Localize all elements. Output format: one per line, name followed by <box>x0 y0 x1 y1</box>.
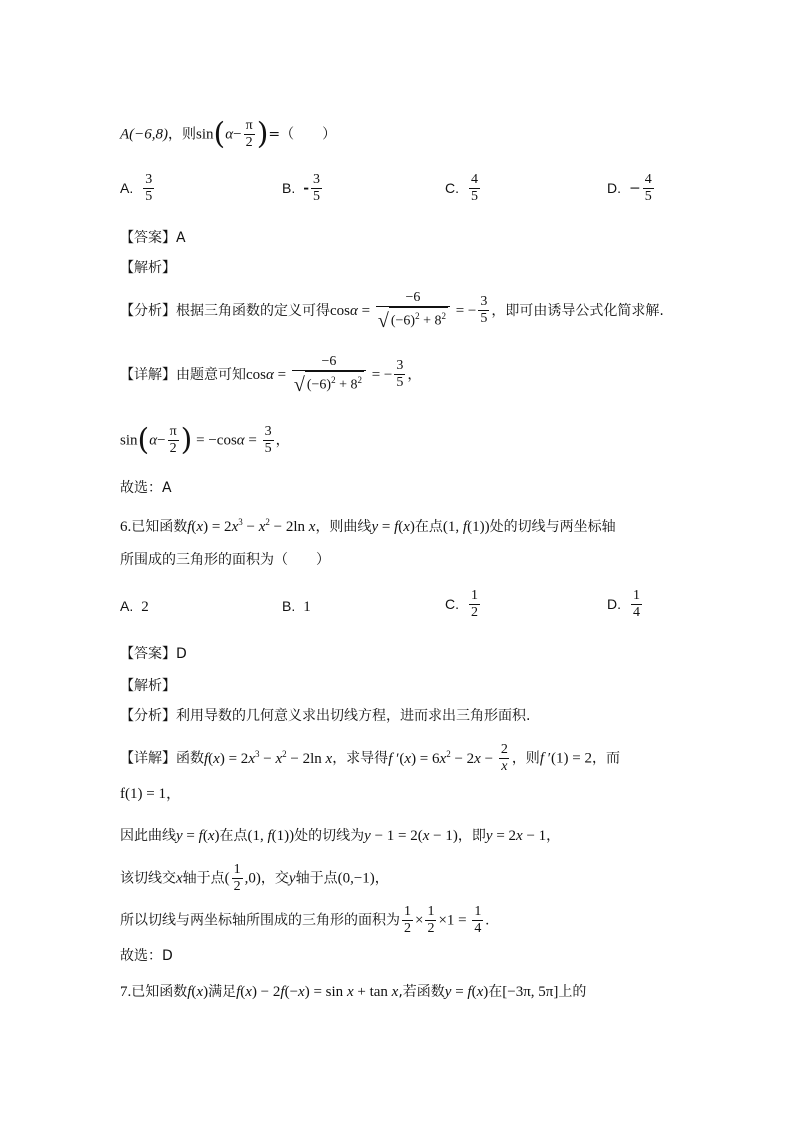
q7-stem-text: 已知函数 <box>131 984 188 1000</box>
q5-analysis-heading: 【解析】 <box>120 260 176 276</box>
intercept-text: ， <box>374 870 389 887</box>
q5-sin-equation: sin(α− $\frac{\pi}{2}$ ) = −cosα = $\frac{3}{5}$ ， <box>120 422 290 458</box>
q5-option-b[interactable] <box>282 172 324 205</box>
q5-option-c[interactable] <box>445 172 482 205</box>
intercept-text: 该切线交 <box>120 870 176 887</box>
q6-option-a[interactable] <box>120 596 149 617</box>
q7-stem-text: 上的 <box>558 984 587 1000</box>
q6-option-d[interactable] <box>607 588 644 621</box>
xiangjie-text: ，则 <box>511 750 540 767</box>
tangent-text: 因此曲线 <box>120 828 176 844</box>
q6-intercepts: 该切线交x轴于点( $\frac{1}{2}$ ,0)，交y轴于点(0,−1)， <box>120 862 389 894</box>
option-label: C. <box>445 595 459 612</box>
q7-stem-text: ,若函数 <box>398 984 445 1000</box>
q7-stem-text: 在 <box>488 984 503 1000</box>
option-value: 1 <box>303 599 311 615</box>
option-label: B. <box>282 179 296 196</box>
q6-stem-text: ，则曲线 <box>315 519 372 535</box>
option-label: A. <box>120 179 134 196</box>
q6-stem-text: 已知函数 <box>131 519 188 535</box>
option-label: A. <box>120 598 134 614</box>
option-den: 5 <box>644 189 652 204</box>
intercept-text: ，交 <box>260 870 289 887</box>
option-label: B. <box>282 598 296 614</box>
q6-tangent-line: 因此曲线y = f(x)在点(1, f(1))处的切线为y − 1 = 2(x − 1)，即y = 2x − 1， <box>120 828 561 844</box>
q6-f1-value: f(1) = 1， <box>120 786 181 802</box>
q5-stem: A(−6,8)，则sin(α− $\frac{\pi}{2}$ )=（ ） <box>120 116 337 152</box>
option-sign: - <box>303 180 310 197</box>
q5-choose: 故选：A <box>120 480 172 496</box>
option-den: 5 <box>313 189 321 204</box>
xiangjie-tag: 【详解】 <box>120 750 176 767</box>
q6-answer: 【答案】D <box>120 646 187 662</box>
option-num: 3 <box>313 172 321 187</box>
q6-area: 所以切线与两坐标轴所围成的三角形的面积为 $\frac{1}{2}$ × $\frac{1}{2}$ ×1 = $\frac{1}{4}$ . <box>120 904 490 936</box>
q6-stem-text: 在点 <box>414 519 443 535</box>
q5-xiangjie: 【详解】由题意可知cosα = −6 √ $(-6)^2 + 8^2$ = − $\frac{3}{5}$ ， <box>120 354 422 396</box>
xiangjie-tag: 【详解】 <box>120 366 176 383</box>
xiangjie-text: ，求导得 <box>332 750 389 767</box>
option-num: 1 <box>633 588 640 603</box>
fenxi-text: 根据三角函数的定义可得 <box>176 302 330 319</box>
option-num: 4 <box>471 172 478 187</box>
q6-stem-text: 处的切线与两坐标轴 <box>489 519 616 535</box>
fenxi-text-tail: ，即可由诱导公式化简求解. <box>491 302 664 319</box>
q6-choose: 故选：D <box>120 948 173 964</box>
option-num: 4 <box>644 172 652 187</box>
q7-stem: 7.已知函数f(x)满足f(x) − 2f(−x) = sin x + tan x,若函数y = f(x)在[−3π, 5π]上的 <box>120 984 587 1000</box>
option-den: 2 <box>471 605 478 620</box>
option-num: 3 <box>145 172 153 187</box>
option-value: 2 <box>141 599 149 615</box>
q5-option-a[interactable] <box>120 172 156 205</box>
q5-option-d[interactable] <box>607 172 656 205</box>
option-den: 5 <box>471 189 478 204</box>
option-sign: − <box>629 180 641 197</box>
tangent-text: ，即 <box>457 828 486 844</box>
intercept-text: 轴于点 <box>295 870 338 887</box>
tangent-text: 处的切线为 <box>294 828 365 844</box>
q6-analysis-heading: 【解析】 <box>120 678 176 694</box>
q5-stem-tail: =（ ） <box>268 126 337 143</box>
intercept-text: 轴于点 <box>182 870 225 887</box>
area-text: 所以切线与两坐标轴所围成的三角形的面积为 <box>120 912 400 929</box>
q5-answer: 【答案】A <box>120 230 186 246</box>
option-label: C. <box>445 179 459 196</box>
question-number: 6. <box>120 519 132 535</box>
option-num: 1 <box>471 588 478 603</box>
xiangjie-text: 由题意可知 <box>176 366 246 383</box>
tangent-text: 在点 <box>219 828 248 844</box>
option-label: D. <box>607 179 621 196</box>
option-den: 5 <box>145 189 153 204</box>
tangent-text: ， <box>546 828 561 844</box>
question-number: 7. <box>120 984 132 1000</box>
option-den: 4 <box>633 605 640 620</box>
q6-stem: 6.已知函数$f(x) = 2x^3 - x^2 - 2\ln$ x，则曲线y = f(x)在点(1, f(1))处的切线与两坐标轴 <box>120 517 616 535</box>
q6-fenxi: 【分析】利用导数的几何意义求出切线方程，进而求出三角形面积. <box>120 708 531 724</box>
q6-stem-line2: 所围成的三角形的面积为（ ） <box>120 552 330 568</box>
q7-stem-text: 满足 <box>208 984 237 1000</box>
xiangjie-text: ，而 <box>591 750 620 767</box>
q6-option-c[interactable] <box>445 588 482 621</box>
q5-fenxi: 【分析】根据三角函数的定义可得cosα = −6 √ $(-6)^2 + 8^2$ = − $\frac{3}{5}$ ，即可由诱导公式化简求解. <box>120 290 664 332</box>
q5-point: A(−6,8) <box>120 126 169 143</box>
q5-stem-text: ，则 <box>168 126 197 143</box>
xiangjie-text: 函数 <box>176 750 204 767</box>
fenxi-tag: 【分析】 <box>120 302 176 319</box>
pi-over-2: $\frac{\pi}{2}$ <box>245 118 253 150</box>
q6-option-b[interactable] <box>282 596 311 617</box>
q6-xiangjie: 【详解】函数$f(x) = 2x^3 - x^2 - 2\ln$ x，求导得f $'(x) = 6x^2 - 2x$ − $\frac{2}{x}$ ，则f ′(1) = 2，而 <box>120 742 620 774</box>
option-label: D. <box>607 595 621 612</box>
